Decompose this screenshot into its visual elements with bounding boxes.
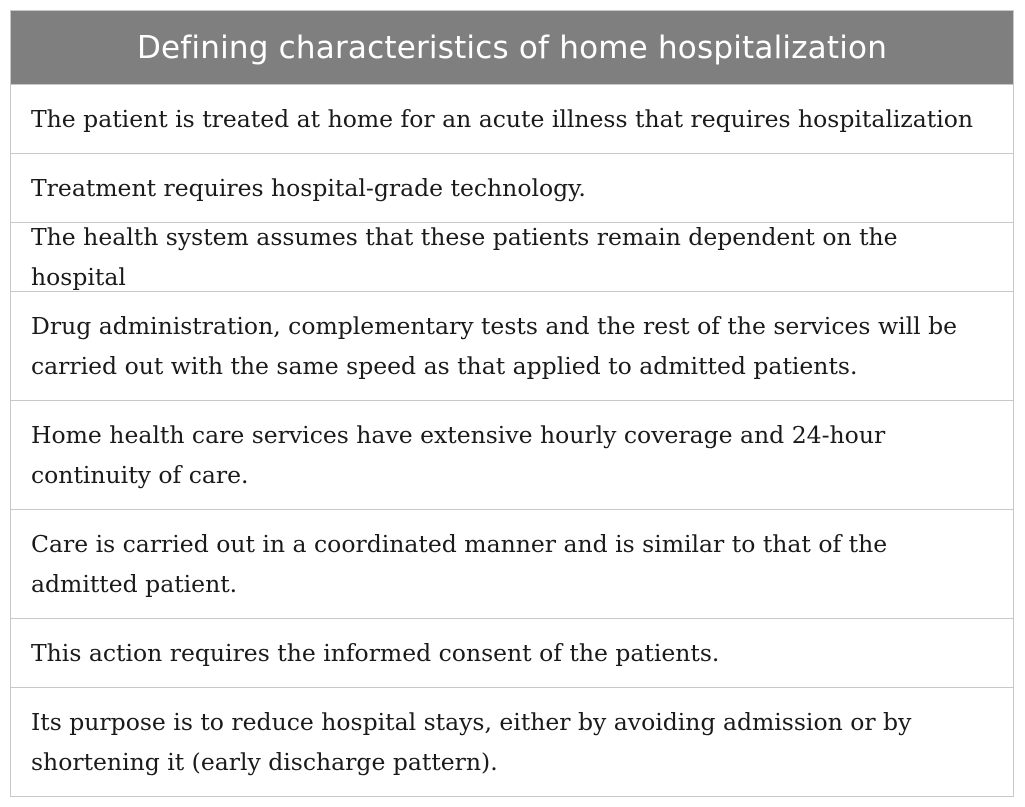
table-row: The health system assumes that these patients remain dependent on the hospital [11,223,1013,292]
characteristics-table [10,10,1014,797]
table-row: Care is carried out in a coordinated manner and is similar to that of the admitted patient. [11,510,1013,619]
table-row: This action requires the informed consent of the patients. [11,619,1013,688]
table-row: Home health care services have extensive hourly coverage and 24-hour continuity of care. [11,401,1013,510]
table-row: The patient is treated at home for an acute illness that requires hospitalization [11,85,1013,154]
table-row: Drug administration, complementary tests and the rest of the services will be carried out with the same speed as that applied to admitted patients. [11,292,1013,401]
table-row: Its purpose is to reduce hospital stays, either by avoiding admission or by shortening it (early discharge pattern). [31,708,912,776]
table-row: Treatment requires hospital-grade technology. [11,154,1013,223]
table-title: Defining characteristics of home hospitalization [11,11,1013,85]
